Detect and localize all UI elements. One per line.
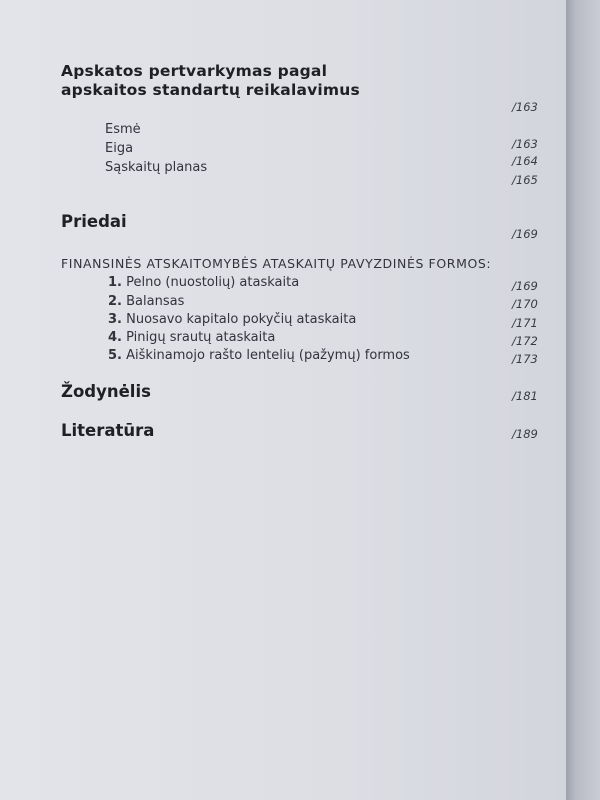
section-title-line2: apskaitos standartų reikalavimus [61,81,360,99]
toc-page-saskaitu-planas: /165 [512,173,538,187]
toc-page-eiga: /164 [512,154,538,168]
priedai-item-1 [108,275,299,290]
page-priedai: /169 [512,227,538,241]
priedai-item-2-number: 2. [108,294,122,309]
priedai-item-5-label: Aiškinamojo rašto lentelių (pažymų) formos [126,348,410,363]
priedai-item-1-label: Pelno (nuostolių) ataskaita [126,275,300,290]
priedai-item-2-label: Balansas [126,294,185,309]
heading-zodynelis: Žodynėlis [61,382,151,401]
priedai-item-1-page: /169 [512,279,538,293]
priedai-item-4-number: 4. [108,330,122,345]
priedai-item-5-number: 5. [108,348,122,363]
toc-item-saskaitu-planas: Sąskaitų planas [105,160,208,175]
section-page-number: /163 [512,100,538,114]
page-literatura: /189 [512,427,538,441]
priedai-item-3-number: 3. [108,312,122,327]
heading-literatura: Literatūra [61,421,155,440]
priedai-item-3-page: /171 [512,316,538,330]
priedai-item-4 [108,330,275,345]
priedai-item-3-label: Nuosavo kapitalo pokyčių ataskaita [126,312,357,327]
toc-page-esme: /163 [512,137,538,151]
page-edge [566,0,600,800]
priedai-item-3 [108,312,356,327]
toc-item-eiga: Eiga [105,141,134,156]
priedai-subheading: FINANSINĖS ATSKAITOMYBĖS ATASKAITŲ PAVYZDINĖS FORMOS: [61,256,492,271]
priedai-item-1-number: 1. [108,275,122,290]
priedai-item-5-page: /173 [512,352,538,366]
priedai-item-2 [108,294,184,309]
toc-item-esme: Esmė [105,122,141,137]
section-title-line1: Apskatos pertvarkymas pagal [61,62,328,80]
priedai-item-4-label: Pinigų srautų ataskaita [126,330,276,345]
page-zodynelis: /181 [512,389,538,403]
heading-priedai: Priedai [61,212,127,231]
priedai-item-2-page: /170 [512,297,538,311]
priedai-item-5 [108,348,410,363]
priedai-item-4-page: /172 [512,334,538,348]
